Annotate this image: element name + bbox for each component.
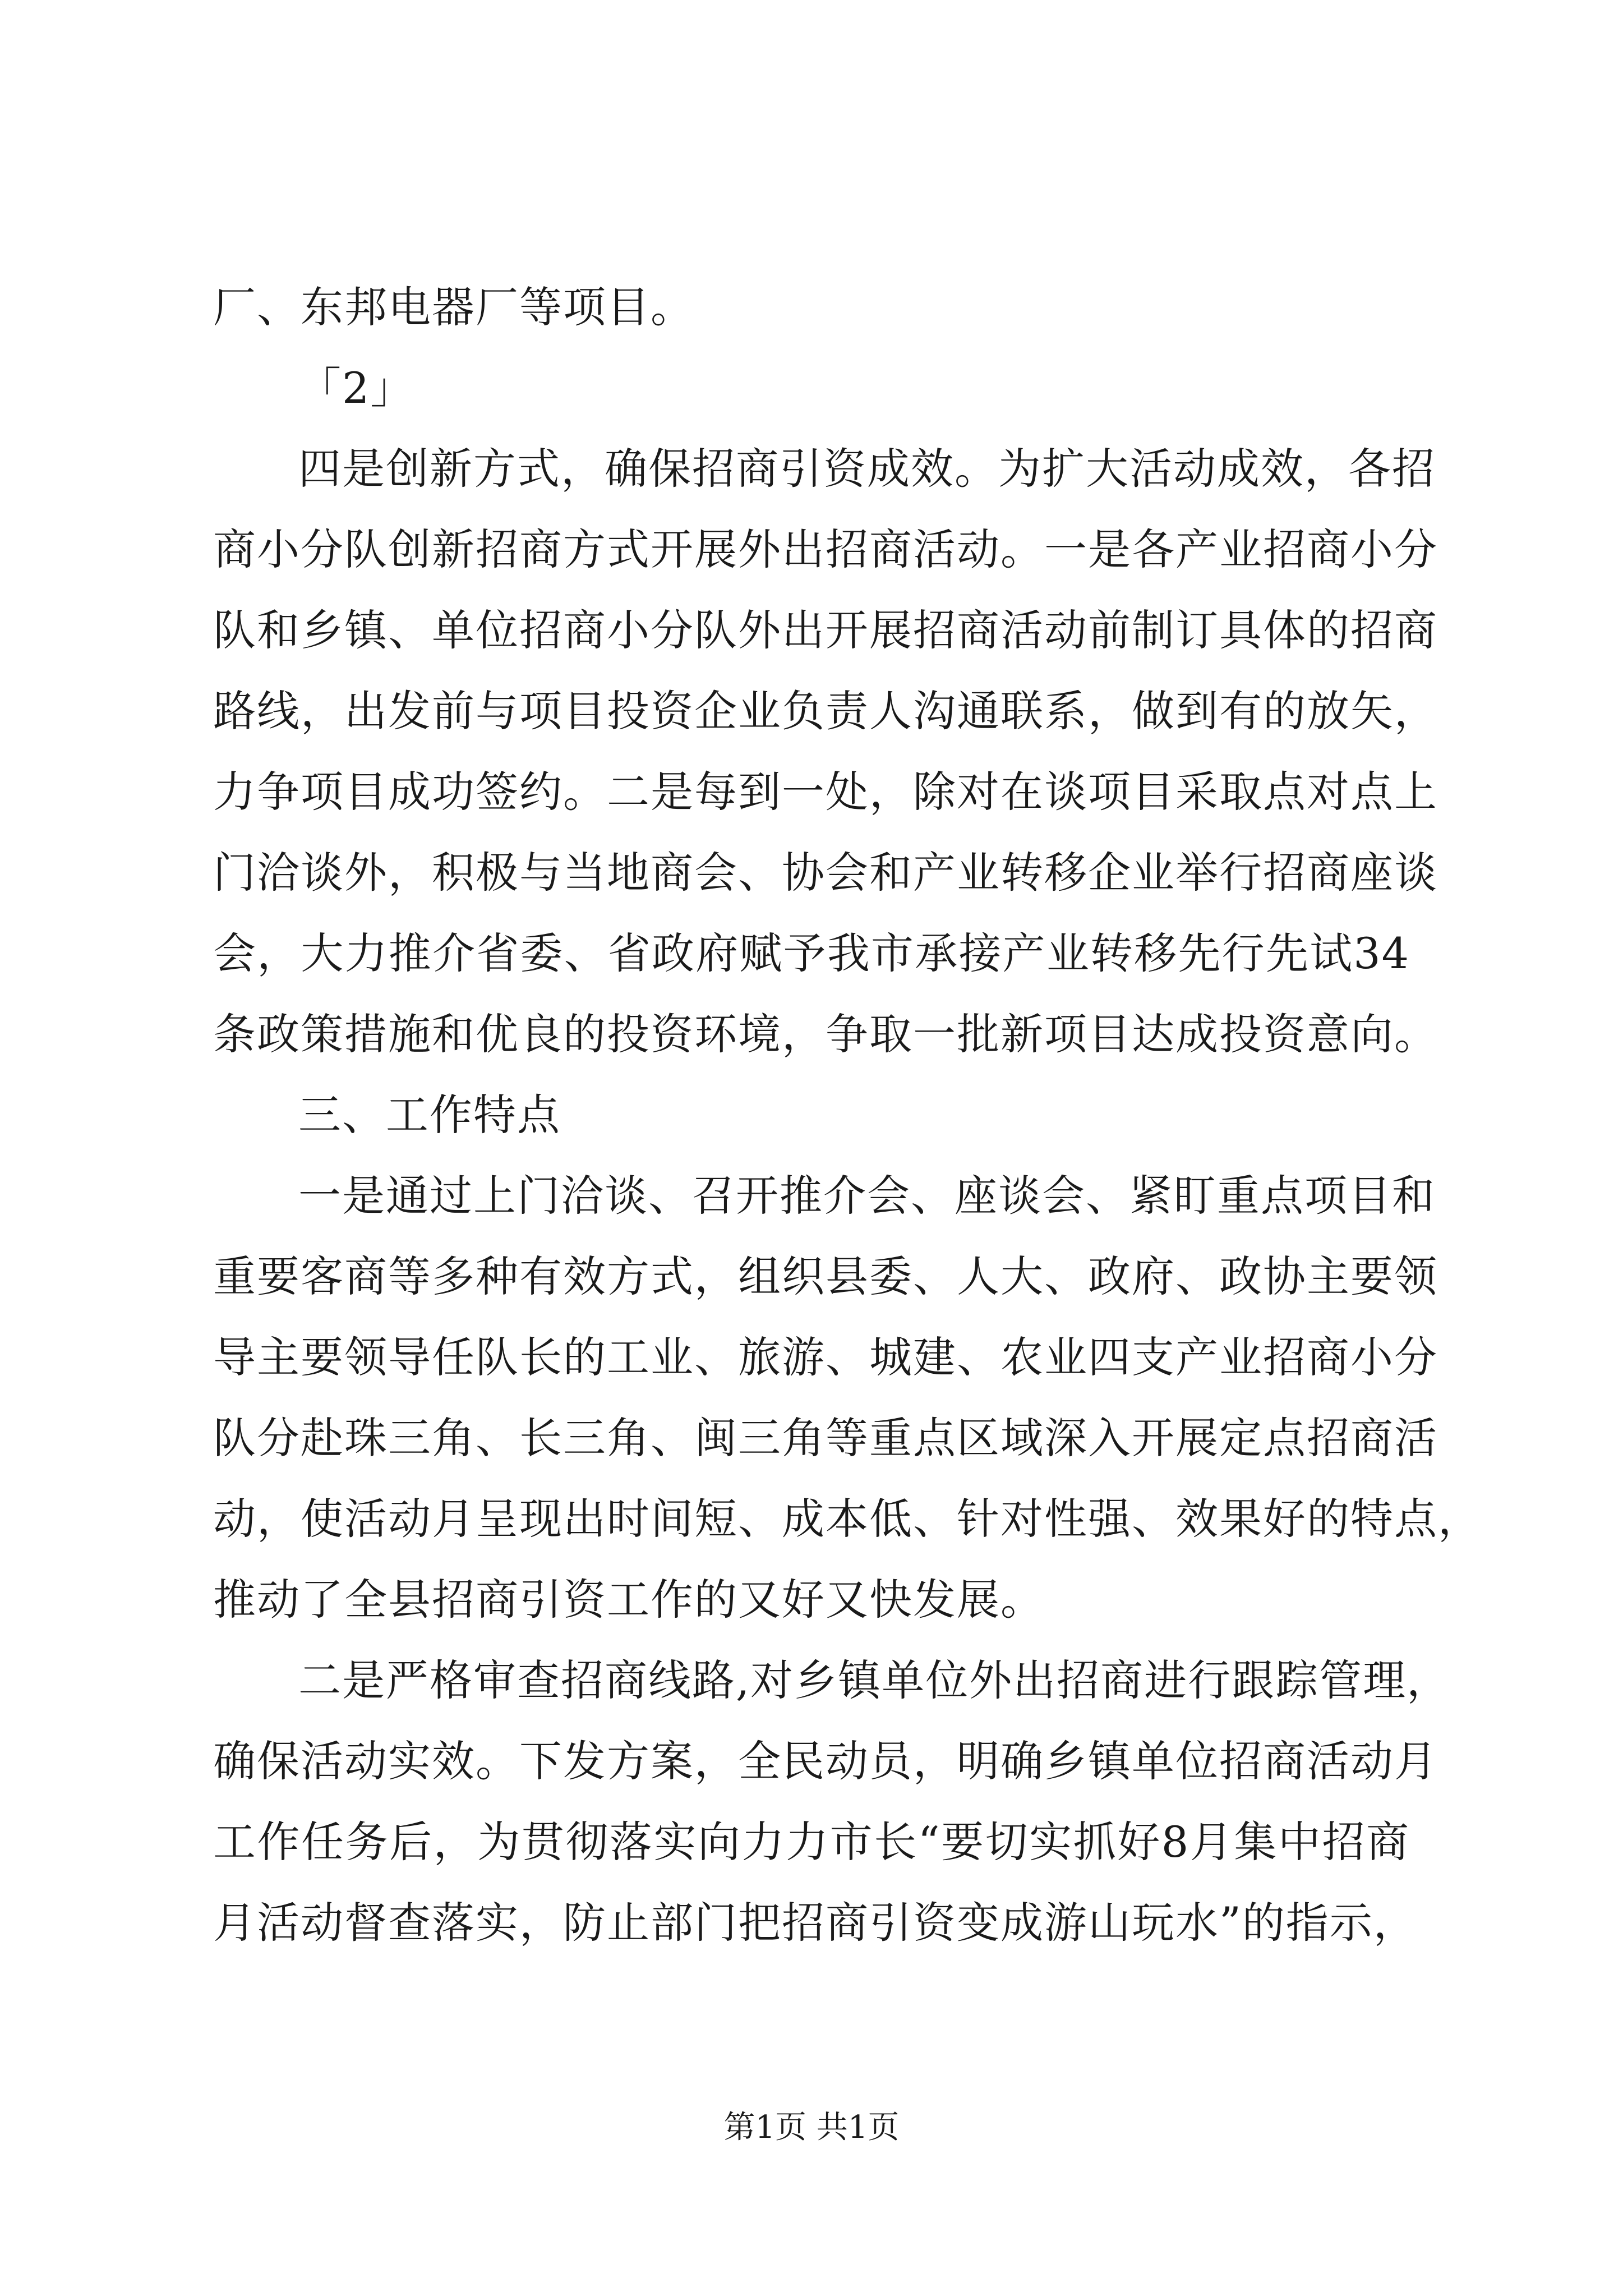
paragraph-line: 动，使活动月呈现出时间短、成本低、针对性强、效果好的特点， [213,1494,1482,1544]
paragraph-line: 门洽谈外，积极与当地商会、协会和产业转移企业举行招商座谈 [213,848,1438,898]
paragraph-line: 四是创新方式，确保招商引资成效。为扩大活动成效，各招 [298,444,1436,494]
paragraph-line: 队分赴珠三角、长三角、闽三角等重点区域深入开展定点招商活 [213,1413,1438,1463]
paragraph-line: 确保活动实效。下发方案，全民动员，明确乡镇单位招商活动月 [213,1736,1438,1786]
paragraph-line: 工作任务后，为贯彻落实向力力市长“要切实抓好8月集中招商 [213,1817,1410,1867]
paragraph-line: 月活动督查落实，防止部门把招商引资变成游山玩水”的指示， [213,1898,1417,1948]
section-marker: 「2」 [298,363,414,413]
paragraph-line: 二是严格审查招商线路,对乡镇单位外出招商进行跟踪管理， [298,1655,1451,1705]
paragraph-line: 条政策措施和优良的投资环境，争取一批新项目达成投资意向。 [213,1009,1438,1059]
section-heading: 三、工作特点 [298,1090,561,1140]
paragraph-line: 队和乡镇、单位招商小分队外出开展招商活动前制订具体的招商 [213,605,1438,655]
paragraph-line: 一是通过上门洽谈、召开推介会、座谈会、紧盯重点项目和 [298,1171,1436,1221]
paragraph-line: 重要客商等多种有效方式，组织县委、人大、政府、政协主要领 [213,1251,1438,1301]
page-number-footer: 第1页 共1页 [723,2109,900,2146]
paragraph-line: 会，大力推介省委、省政府赋予我市承接产业转移先行先试34 [213,928,1410,978]
paragraph-line: 力争项目成功签约。二是每到一处，除对在谈项目采取点对点上 [213,767,1438,817]
paragraph-line: 厂、东邦电器厂等项目。 [213,282,694,332]
paragraph-line: 商小分队创新招商方式开展外出招商活动。一是各产业招商小分 [213,524,1438,574]
paragraph-line: 推动了全县招商引资工作的又好又快发展。 [213,1575,1044,1625]
paragraph-line: 导主要领导任队长的工业、旅游、城建、农业四支产业招商小分 [213,1332,1438,1382]
paragraph-line: 路线，出发前与项目投资企业负责人沟通联系，做到有的放矢， [213,686,1438,736]
